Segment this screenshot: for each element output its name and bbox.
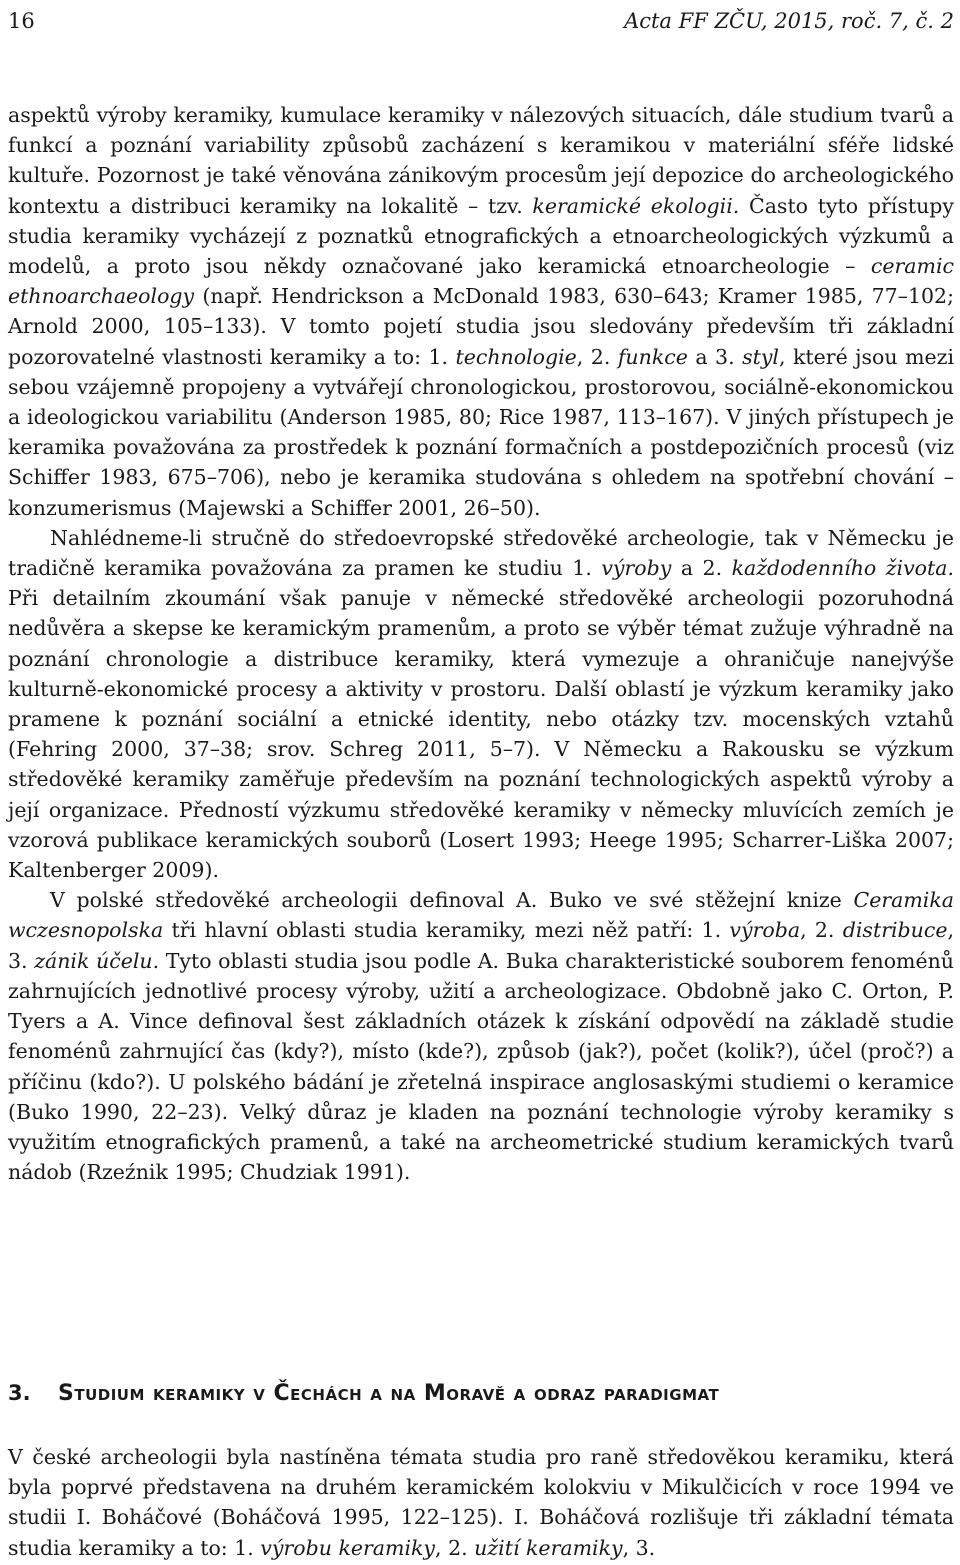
- text-run: , 2.: [576, 344, 618, 369]
- italic-term: distribuce: [842, 918, 948, 943]
- text-run: (např. Hendrickson a McDonald 1983, 630–643; Kramer 1985, 77–102; Arnold 2000, 105–133). V tomto pojetí studia jsou sledovány především tři základní pozorovatelné vlastnosti keramiky a to: 1.: [8, 284, 954, 369]
- italic-term: výroby: [601, 556, 672, 581]
- italic-term: ceramic ethnoarchaeology: [8, 254, 954, 309]
- text-run: a 2.: [671, 556, 732, 581]
- section-heading: [8, 1378, 954, 1409]
- running-header: [8, 6, 954, 36]
- text-run: , 2.: [800, 918, 843, 943]
- journal-citation: Acta FF ZČU, 2015, roč. 7, č. 2: [624, 9, 954, 33]
- text-run: , 3.: [622, 1535, 656, 1560]
- paragraph-1: [8, 100, 954, 523]
- italic-term: technologie: [455, 344, 577, 369]
- text-run: , které jsou mezi sebou vzájemně propojeny a vytvářejí chronologickou, prostorovou, sociálně-ekonomickou a ideologickou variabilitu (Anderson 1985, 80; Rice 1987, 113–167). V jiných přístupech je keramika považována za prostředek k poznání formačních a postdepozičních procesů (viz Schiffer 1983, 675–706), nebo je keramika studována s ohledem na spotřební chování – konzumerismus (Majewski a Schiffer 2001, 26–50).: [8, 344, 954, 520]
- text-run: V polské středověké archeologii definoval A. Buko ve své stěžejní knize: [50, 888, 854, 913]
- text-run: Tyto oblasti studia jsou podle A. Buka charakteristické souborem fenoménů zahrnujících jednotlivé procesy výroby, užití a archeologizace. Obdobně jako C. Orton, P. Tyers a A. Vince definoval šest základních otázek k získání odpovědí na základě studie fenoménů zahrnující čas (kdy?), místo (kde?), způsob (jak?), počet (kolik?), účel (proč?) a příčinu (kdo?). U polského bádání je zřetelná inspirace anglosaskými studiemi o keramice (Buko 1990, 22–23). Velký důraz je kladen na poznání technologie výroby keramiky s využitím etnografických pramenů, a také na archeometrické studium keramických tvarů nádob (Rzeźnik 1995; Chudziak 1991).: [8, 948, 955, 1185]
- text-run: Často tyto přístupy studia keramiky vycházejí z poznatků etnografických a etnoarcheologických výzkumů a modelů, a proto jsou někdy označované jako keramická etnoarcheologie –: [8, 193, 954, 279]
- body-text-section-3: [8, 1442, 954, 1563]
- body-text: [8, 100, 954, 1187]
- italic-term: styl: [742, 344, 779, 369]
- text-run: , 3.: [8, 918, 955, 973]
- section-title: Studium keramiky v Čechách a na Moravě a odraz paradigmat: [58, 1381, 720, 1406]
- italic-term: výroba: [729, 918, 801, 943]
- text-run: , 2.: [435, 1535, 475, 1560]
- paragraph-4: [8, 1442, 954, 1563]
- text-run: Při detailním zkoumání však panuje v německé středověké archeologii pozoruhodná nedůvěra a skepse ke keramickým pramenům, a proto se výběr témat zužuje výhradně na poznání chronologie a distribuce keramiky, která vymezuje a ohraničuje nanejvýše kulturně-ekonomické procesy a aktivity v prostoru. Další oblastí je výzkum keramiky jako pramene k poznání sociální a etnické identity, nebo otázky tzv. mocenských vztahů (Fehring 2000, 37–38; srov. Schreg 2011, 5–7). V Německu a Rakousku se výzkum středověké keramiky zaměřuje především na poznání technologických aspektů výroby a její organizace. Předností výzkumu středověké keramiky v německy mluvících zemích je vzorová publikace keramických souborů (Losert 1993; Heege 1995; Scharrer-Liška 2007; Kaltenberger 2009).: [8, 586, 954, 883]
- text-run: tři hlavní oblasti studia keramiky, mezi něž patří: 1.: [163, 918, 730, 943]
- text-run: aspektů výroby keramiky, kumulace keramiky v nálezových situacích, dále studium tvarů a funkcí a poznání variability způsobů zacházení s keramikou v materiální sféře lidské kultuře. Pozornost je také věnována zánikovým procesům její depozice do archeologického kontextu a distribuci keramiky na lokalitě – tzv.: [8, 103, 954, 218]
- text-run: V české archeologii byla nastíněna témata studia pro raně středověkou keramiku, která byla poprvé představena na druhém keramickém kolokviu v Mikulčicích v roce 1994 ve studii I. Boháčové (Boháčová 1995, 122–125). I. Boháčová rozlišuje tři základní témata studia keramiky a to: 1.: [8, 1445, 954, 1560]
- paragraph-3: [8, 885, 954, 1187]
- italic-term: užití keramiky: [474, 1535, 623, 1560]
- italic-term: každodenního života.: [731, 556, 954, 581]
- section-number: 3.: [8, 1381, 31, 1405]
- text-run: Nahlédneme-li stručně do středoevropské středověké archeologie, tak v Německu je tradičně keramika považována za pramen ke studiu 1.: [8, 525, 954, 581]
- italic-term: funkce: [617, 344, 688, 369]
- italic-term: Ceramika wczesnopolska: [8, 888, 954, 943]
- paragraph-2: [8, 523, 954, 885]
- italic-term: výrobu keramiky: [260, 1535, 436, 1560]
- text-run: a 3.: [687, 344, 743, 369]
- page-number: 16: [8, 9, 35, 33]
- italic-term: keramické ekologii.: [532, 193, 740, 218]
- italic-term: zánik účelu.: [34, 948, 160, 973]
